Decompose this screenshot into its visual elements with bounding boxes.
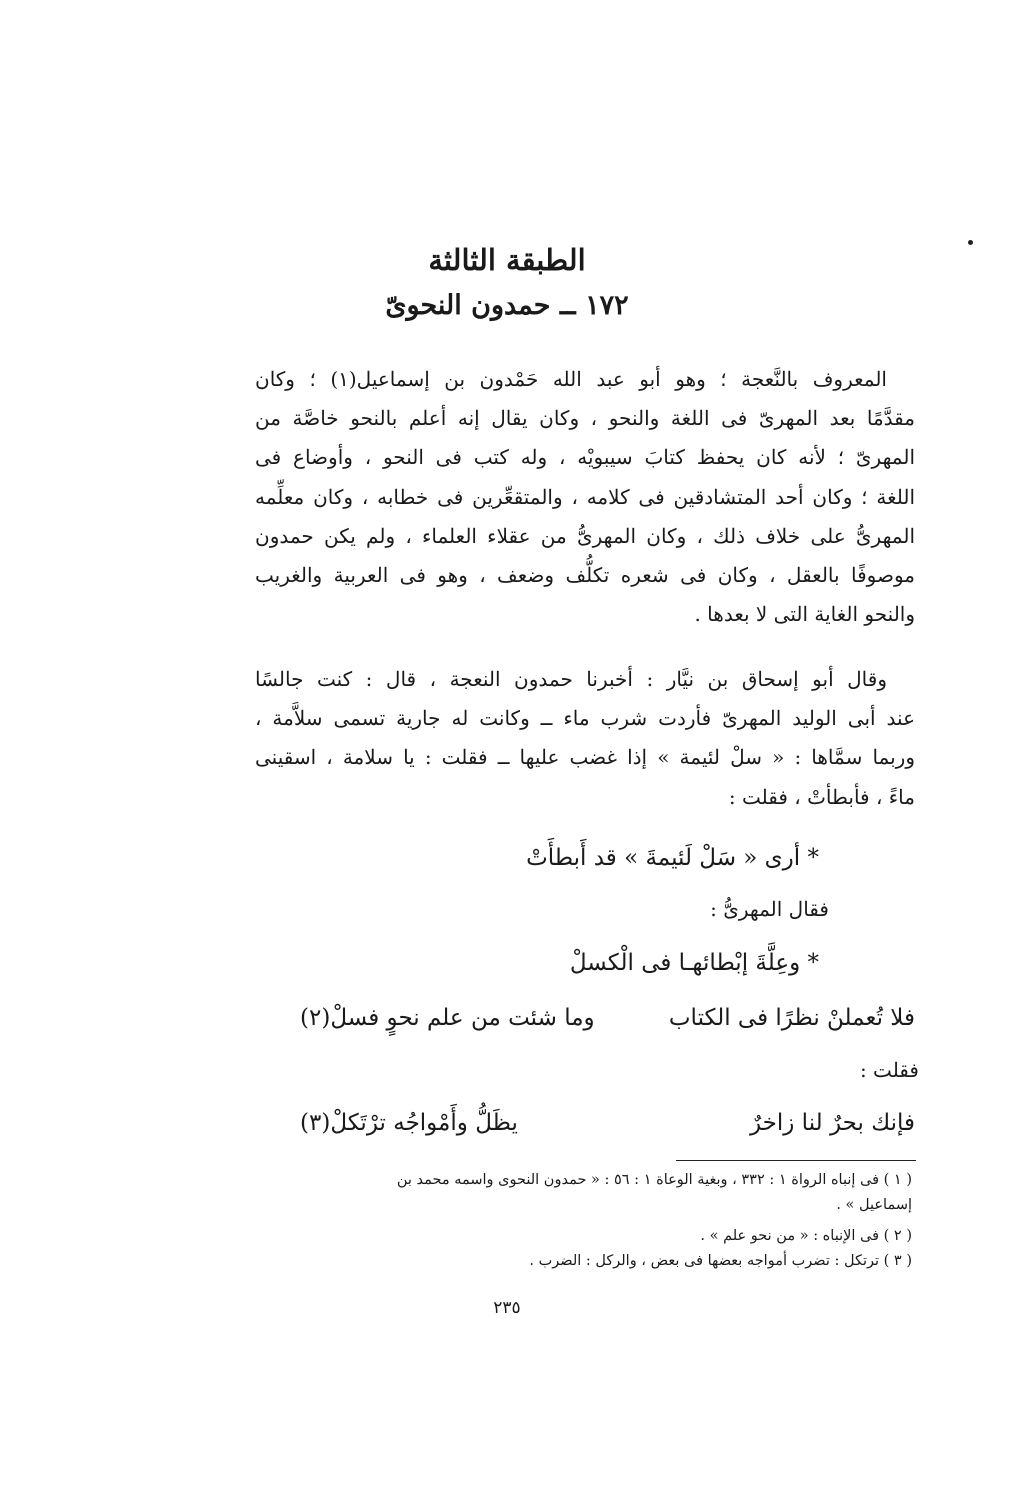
verse-1: * أرى « سَلْ لَئيمةَ » قد أَبطأَتْ [526, 845, 819, 871]
verse-4-second-hemistich: يظَلُّ وأَمْواجُه ترْتَكلْ(٣) [300, 1110, 518, 1136]
verse-4 [300, 1110, 915, 1136]
said-i-label: فقلت : [859, 1058, 919, 1082]
footnotes [262, 1168, 912, 1274]
verse-2: * وعِلَّةَ إبْطائهـا فى الْكسلْ [569, 950, 819, 976]
footnote-1-continued: إسماعيل » . [836, 1197, 912, 1213]
section-heading: الطبقة الثالثة [428, 243, 586, 277]
verse-4-first-hemistich: فإنك بحرٌ لنا زاخرٌ [749, 1110, 915, 1136]
text-line: ماءً ، فأبطأتْ ، فقلت : [728, 784, 915, 809]
text-line: عند أبى الوليد المهرىّ فأردت شرب ماء ــ وكانت له جارية تسمى سلاَّمة ، [255, 706, 915, 731]
text-line: المهرىُّ على خلاف ذلك ، وكان المهرىُّ من عقلاء العلماء ، ولم يكن حمدون [255, 523, 915, 548]
verse-3 [300, 1005, 915, 1031]
text-line: اللغة ؛ وكان أحد المتشادقين فى كلامه ، والمتقعِّرين فى خطابه ، وكان معلِّمه [255, 484, 915, 509]
footnote-1: ( ١ ) فى إنباه الرواة ١ : ٣٣٢ ، وبغية الوعاة ١ : ٥٦ : « حمدون النحوى واسمه محمد بن [396, 1172, 912, 1188]
text-line: والنحو الغاية التى لا بعدها . [694, 602, 915, 627]
text-line: موصوفًا بالعقل ، وكان فى شعره تكلُّف وضعف ، وهو فى العربية والغريب [255, 562, 915, 587]
said-mahri-label: فقال المهرىُّ : [710, 897, 829, 921]
paragraph-1 [255, 360, 915, 634]
text-line: المهرىّ ؛ لأنه كان يحفظ كتابَ سيبويْه ، وله كتب فى النحو ، وأوضاع فى [255, 445, 915, 470]
footnote-3: ( ٣ ) ترتكل : تضرب أمواجه بعضها فى بعض ، والركل : الضرب . [529, 1253, 912, 1269]
text-line: وربما سمَّاها : « سلْ لئيمة » إذا غضب عليها ــ فقلت : يا سلامة ، اسقينى [255, 745, 915, 770]
verse-3-first-hemistich: فلا تُعملنْ نظرًا فى الكتاب [668, 1005, 915, 1031]
text-line: وقال أبو إسحاق بن نيَّار : أخبرنا حمدون النعجة ، قال : كنت جالسًا [255, 667, 887, 691]
page-number: ٢٣٥ [493, 1298, 521, 1318]
paragraph-2 [255, 660, 915, 817]
text-line: المعروف بالنَّعجة ؛ وهو أبو عبد الله حَمْدون بن إسماعيل(١) ؛ وكان [255, 367, 887, 391]
footnote-2: ( ٢ ) فى الإنباه : « من نحو علم » . [700, 1228, 912, 1244]
entry-heading: ١٧٢ ــ حمدون النحوىّ [385, 290, 629, 321]
text-line: مقدَّمًا بعد المهرىّ فى اللغة والنحو ، وكان يقال إنه أعلم بالنحو خاصَّة من [255, 406, 915, 431]
verse-3-second-hemistich: وما شئت من علم نحوٍ فسلْ(٢) [300, 1005, 595, 1031]
footnote-separator [676, 1160, 916, 1161]
